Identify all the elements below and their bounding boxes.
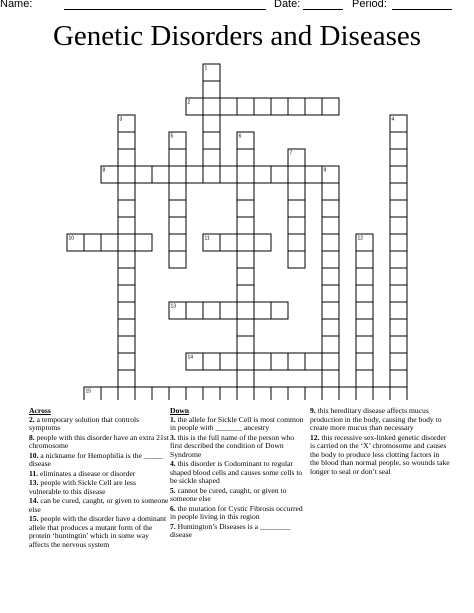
clue-number: 2.	[29, 414, 35, 424]
clue-item	[29, 416, 169, 433]
crossword-cell[interactable]	[118, 115, 135, 132]
clue-item	[29, 479, 169, 496]
name-field[interactable]	[64, 9, 266, 10]
clue-text: a temporary solution that controls symptoms	[29, 414, 140, 433]
crossword-cell[interactable]	[169, 132, 186, 149]
clue-item	[170, 505, 305, 522]
crossword-cell[interactable]	[203, 81, 220, 98]
clue-item	[29, 515, 169, 549]
clue-number-label: 15	[85, 388, 92, 395]
clue-item	[170, 434, 305, 460]
clue-text: the mutation for Cystic Fibrosis occurred in people living in this region	[170, 503, 303, 522]
crossword-cell[interactable]	[288, 353, 305, 370]
crossword-cell[interactable]	[305, 98, 322, 115]
name-label: Name:	[0, 0, 33, 10]
period-label: Period:	[352, 0, 387, 10]
crossword-cell[interactable]	[305, 353, 322, 370]
crossword-cell[interactable]	[169, 251, 186, 268]
crossword-cell[interactable]	[169, 183, 186, 200]
crossword-cell[interactable]	[237, 234, 254, 251]
crossword-cell[interactable]	[390, 166, 407, 183]
crossword-cell[interactable]	[254, 302, 271, 319]
clue-number: 15.	[29, 513, 39, 523]
clue-number: 7.	[170, 521, 176, 531]
crossword-cell[interactable]	[288, 183, 305, 200]
crossword-cell[interactable]	[254, 353, 271, 370]
crossword-cell[interactable]	[135, 387, 152, 400]
down-clues-continued	[310, 407, 450, 477]
crossword-cell[interactable]	[390, 234, 407, 251]
crossword-cell[interactable]	[373, 387, 390, 400]
crossword-cell[interactable]	[288, 166, 305, 183]
crossword-cell[interactable]	[390, 183, 407, 200]
clue-item	[170, 487, 305, 504]
clue-text: people with the disorder have a dominant allele that produces a mutant form of the protein ‘huntingtin’ which in some way affects the nervous system	[29, 513, 167, 549]
clue-number: 9.	[310, 406, 316, 415]
crossword-cell[interactable]	[220, 234, 237, 251]
crossword-cell[interactable]	[118, 132, 135, 149]
crossword-cell[interactable]	[237, 132, 254, 149]
crossword-cell[interactable]	[118, 285, 135, 302]
crossword-cell[interactable]	[254, 98, 271, 115]
crossword-cell[interactable]	[118, 336, 135, 353]
period-field[interactable]	[392, 9, 452, 10]
crossword-cell[interactable]	[390, 268, 407, 285]
crossword-cell[interactable]	[322, 251, 339, 268]
crossword-cell[interactable]	[118, 251, 135, 268]
clue-text: people with this disorder have an extra 21st chromosome	[29, 432, 169, 451]
crossword-cell[interactable]	[237, 285, 254, 302]
clue-text: this is the full name of the person who first described the condition of Down Syndrome	[170, 432, 295, 459]
crossword-cell[interactable]	[288, 251, 305, 268]
crossword-cell[interactable]	[135, 166, 152, 183]
date-label: Date:	[274, 0, 301, 10]
across-clues	[29, 407, 169, 550]
crossword-cell[interactable]	[237, 200, 254, 217]
crossword-cell[interactable]	[203, 353, 220, 370]
crossword-cell[interactable]	[288, 234, 305, 251]
crossword-cell[interactable]	[84, 387, 101, 400]
crossword-cell[interactable]	[356, 302, 373, 319]
crossword-cell[interactable]	[322, 370, 339, 387]
crossword-cell[interactable]	[254, 234, 271, 251]
clue-number-label: 11	[204, 235, 210, 242]
crossword-cell[interactable]	[390, 217, 407, 234]
clue-text: people with Sickle Cell are less vulnerable to this disease	[29, 477, 136, 496]
clue-number-label: 1	[204, 65, 208, 72]
crossword-cell[interactable]	[237, 302, 254, 319]
clue-number-label: 2	[187, 99, 191, 106]
clue-number: 13.	[29, 477, 39, 487]
clue-item	[29, 434, 169, 451]
crossword-cell[interactable]	[390, 370, 407, 387]
clue-item	[170, 523, 305, 540]
crossword-cell[interactable]	[169, 200, 186, 217]
across-heading: Across	[29, 406, 51, 415]
clue-text: eliminates a disease or disorder	[38, 468, 136, 478]
crossword-cell[interactable]	[390, 387, 407, 400]
crossword-cell[interactable]	[322, 268, 339, 285]
crossword-cell[interactable]	[237, 319, 254, 336]
clue-number-label: 13	[170, 303, 177, 310]
crossword-cell[interactable]	[203, 98, 220, 115]
crossword-cell[interactable]	[118, 353, 135, 370]
crossword-cell[interactable]	[322, 336, 339, 353]
crossword-cell[interactable]	[390, 319, 407, 336]
clue-text: this hereditary disease affects mucus production in the body, causing the body to create more mucus than necessary	[310, 406, 442, 433]
clue-number-label: 8	[102, 167, 106, 174]
crossword-cell[interactable]	[390, 132, 407, 149]
clue-item	[29, 452, 169, 469]
crossword-cell[interactable]	[288, 217, 305, 234]
crossword-cell[interactable]	[390, 251, 407, 268]
crossword-cell[interactable]	[322, 234, 339, 251]
clue-item	[29, 470, 169, 479]
crossword-cell[interactable]	[186, 166, 203, 183]
clue-number-label: 9	[323, 167, 327, 174]
crossword-cell[interactable]	[254, 387, 271, 400]
clue-number: 3.	[170, 432, 176, 442]
clue-number-label: 3	[119, 116, 123, 123]
clue-item	[310, 407, 450, 433]
crossword-cell[interactable]	[118, 370, 135, 387]
clue-text: this disorder is Codominant to regular shaped blood cells and causes some cells to be sickle shaped	[170, 459, 303, 486]
crossword-cell[interactable]	[271, 166, 288, 183]
crossword-cell[interactable]	[322, 217, 339, 234]
crossword-cell[interactable]	[135, 234, 152, 251]
crossword-cell[interactable]	[356, 268, 373, 285]
crossword-cell[interactable]	[169, 387, 186, 400]
crossword-cell[interactable]	[237, 370, 254, 387]
crossword-cell[interactable]	[288, 200, 305, 217]
clue-text: Huntington’s Diseases is a ________ disease	[170, 521, 291, 540]
crossword-cell[interactable]	[390, 149, 407, 166]
crossword-cell[interactable]	[390, 353, 407, 370]
clue-number-label: 4	[391, 116, 395, 123]
crossword-cell[interactable]	[322, 183, 339, 200]
crossword-cell[interactable]	[118, 217, 135, 234]
crossword-cell[interactable]	[237, 268, 254, 285]
clue-number: 5.	[170, 485, 176, 495]
clue-number: 8.	[29, 432, 35, 442]
clue-text: cannot be cured, caught, or given to someone else	[170, 485, 287, 504]
crossword-cell[interactable]	[203, 387, 220, 400]
crossword-cell[interactable]	[118, 200, 135, 217]
crossword-cell[interactable]	[237, 149, 254, 166]
crossword-cell[interactable]	[237, 217, 254, 234]
crossword-cell[interactable]	[356, 251, 373, 268]
clue-item	[29, 497, 169, 514]
clue-text: this recessive sex-linked genetic disorder is carried on the ‘X’ chromosome and causes the body to produce less clotting factors in the blood than normal people, so wounds take longer to seal or don’t seal	[310, 432, 450, 476]
crossword-cell[interactable]	[220, 98, 237, 115]
crossword-cell[interactable]	[254, 166, 271, 183]
page-title: Genetic Disorders and Diseases	[52, 20, 422, 52]
crossword-cell[interactable]	[118, 302, 135, 319]
crossword-cell[interactable]	[67, 234, 84, 251]
clue-item	[310, 434, 450, 477]
crossword-cell[interactable]	[339, 387, 356, 400]
crossword-cell[interactable]	[390, 285, 407, 302]
crossword-cell[interactable]	[203, 149, 220, 166]
crossword-cell[interactable]	[220, 353, 237, 370]
crossword-cell[interactable]	[118, 183, 135, 200]
crossword-cell[interactable]	[322, 387, 339, 400]
clue-number: 4.	[170, 459, 176, 469]
crossword-cell[interactable]	[203, 234, 220, 251]
crossword-cell[interactable]	[322, 98, 339, 115]
crossword-cell[interactable]	[101, 166, 118, 183]
clue-number-label: 10	[68, 235, 75, 242]
crossword-cell[interactable]	[237, 98, 254, 115]
crossword-cell[interactable]	[322, 166, 339, 183]
crossword-cell[interactable]	[118, 387, 135, 400]
clue-number: 14.	[29, 495, 39, 505]
crossword-cell[interactable]	[203, 132, 220, 149]
clue-number: 6.	[170, 503, 176, 513]
clue-number-label: 7	[289, 150, 293, 157]
crossword-cell[interactable]	[271, 353, 288, 370]
crossword-cell[interactable]	[203, 302, 220, 319]
crossword-cell[interactable]	[203, 166, 220, 183]
crossword-cell[interactable]	[322, 285, 339, 302]
crossword-cell[interactable]	[271, 98, 288, 115]
crossword-cell[interactable]	[101, 234, 118, 251]
crossword-cell[interactable]	[271, 302, 288, 319]
crossword-cell[interactable]	[237, 353, 254, 370]
clue-text: the allele for Sickle Cell is most common in people with _______ ancestry	[170, 414, 304, 433]
date-field[interactable]	[303, 9, 343, 10]
crossword-cell[interactable]	[169, 149, 186, 166]
crossword-cell[interactable]	[322, 319, 339, 336]
clue-text: can be cured, caught, or given to someone else	[29, 495, 169, 514]
crossword-cell[interactable]	[186, 387, 203, 400]
clue-number-label: 12	[357, 235, 364, 242]
clue-number-label: 14	[187, 354, 194, 361]
crossword-cell[interactable]	[169, 217, 186, 234]
crossword-cell[interactable]	[288, 387, 305, 400]
crossword-cell[interactable]	[390, 336, 407, 353]
crossword-cell[interactable]	[186, 302, 203, 319]
crossword-cell[interactable]	[118, 166, 135, 183]
crossword-cell[interactable]	[101, 387, 118, 400]
clue-number: 1.	[170, 414, 176, 424]
crossword-cell[interactable]	[322, 200, 339, 217]
crossword-cell[interactable]	[169, 166, 186, 183]
down-clues	[170, 407, 305, 541]
crossword-cell[interactable]	[356, 319, 373, 336]
crossword-cell[interactable]	[322, 302, 339, 319]
crossword-cell[interactable]	[118, 234, 135, 251]
crossword-cell[interactable]	[118, 268, 135, 285]
crossword-cell[interactable]	[390, 200, 407, 217]
crossword-cell[interactable]	[356, 370, 373, 387]
crossword-cell[interactable]	[220, 166, 237, 183]
crossword-cell[interactable]	[356, 387, 373, 400]
crossword-cell[interactable]	[237, 166, 254, 183]
crossword-cell[interactable]	[169, 302, 186, 319]
clue-number: 11.	[29, 468, 39, 478]
crossword-cell[interactable]	[169, 234, 186, 251]
crossword-cell[interactable]	[271, 387, 288, 400]
crossword-cell[interactable]	[220, 387, 237, 400]
clue-number-label: 6	[238, 133, 242, 140]
crossword-cell[interactable]	[288, 149, 305, 166]
crossword-cell[interactable]	[152, 387, 169, 400]
crossword-cell[interactable]	[118, 319, 135, 336]
worksheet-header	[0, 0, 474, 14]
crossword-cell[interactable]	[237, 387, 254, 400]
clue-number: 12.	[310, 432, 320, 442]
crossword-cell[interactable]	[390, 302, 407, 319]
crossword-cell[interactable]	[203, 64, 220, 81]
crossword-cell[interactable]	[322, 353, 339, 370]
crossword-cell[interactable]	[305, 387, 322, 400]
crossword-cell[interactable]	[186, 98, 203, 115]
clue-text: a nickname for Hemophilia is the _____ disease	[29, 450, 163, 469]
clue-number-label: 5	[170, 133, 174, 140]
crossword-cell[interactable]	[237, 251, 254, 268]
clue-item	[170, 416, 305, 433]
crossword-cell[interactable]	[237, 183, 254, 200]
crossword-cell[interactable]	[186, 353, 203, 370]
crossword-cell[interactable]	[356, 336, 373, 353]
clue-item	[170, 460, 305, 486]
crossword-cell[interactable]	[152, 166, 169, 183]
crossword-cell[interactable]	[305, 166, 322, 183]
crossword-cell[interactable]	[356, 234, 373, 251]
crossword-cell[interactable]	[390, 115, 407, 132]
crossword-cell[interactable]	[288, 98, 305, 115]
crossword-cell[interactable]	[220, 302, 237, 319]
clue-number: 10.	[29, 450, 39, 460]
crossword-cell[interactable]	[356, 353, 373, 370]
down-heading: Down	[170, 406, 189, 415]
crossword-cell[interactable]	[237, 336, 254, 353]
crossword-cell[interactable]	[203, 115, 220, 132]
crossword-cell[interactable]	[118, 149, 135, 166]
crossword-cell[interactable]	[356, 285, 373, 302]
crossword-cell[interactable]	[84, 234, 101, 251]
